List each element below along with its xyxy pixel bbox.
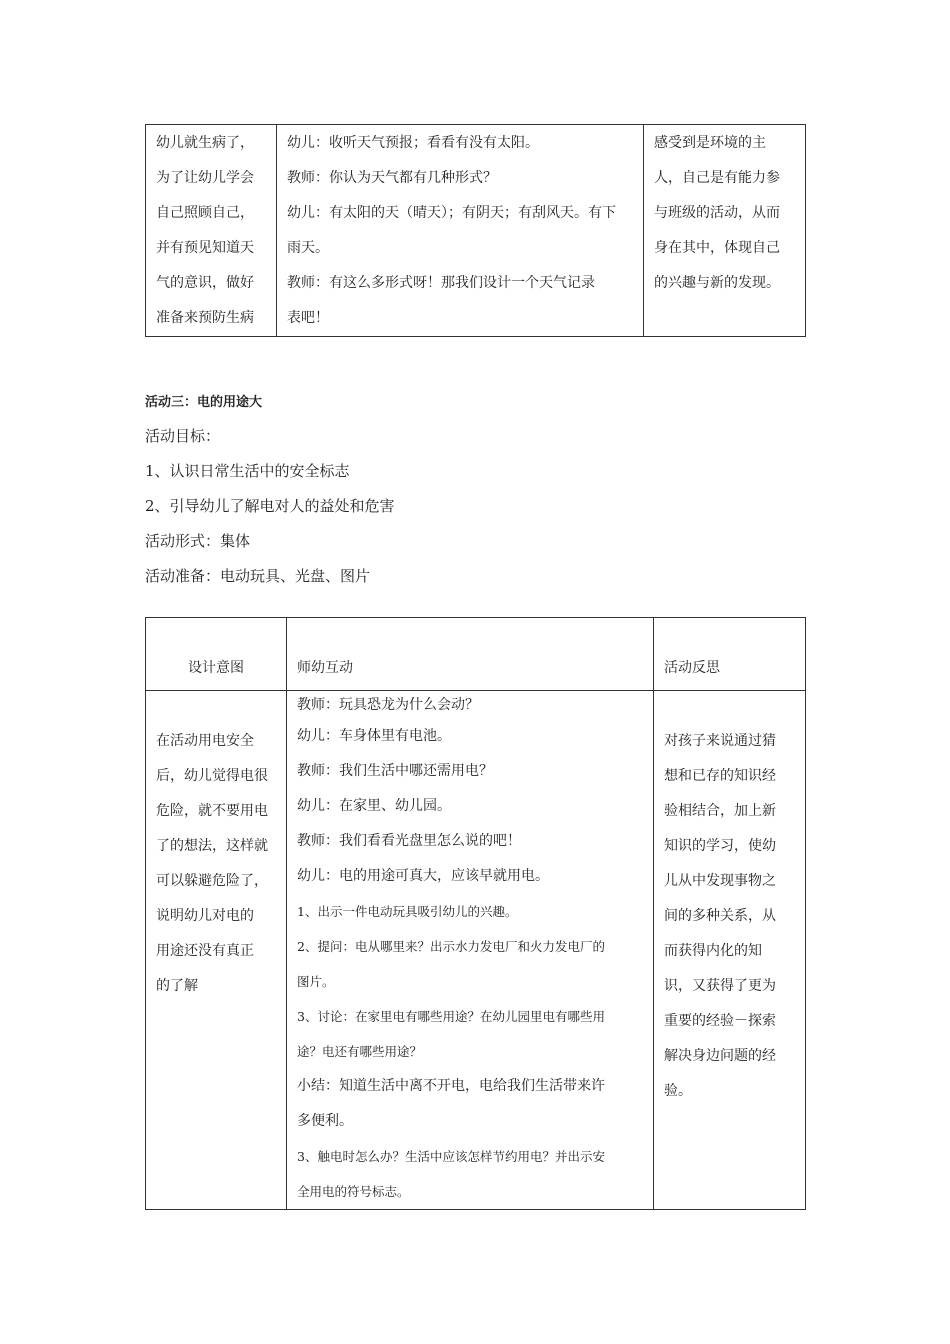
table-row [146, 125, 806, 337]
text-line: 图片。 [297, 974, 335, 989]
text-line: 而获得内化的知 [664, 943, 762, 959]
text-line: 教师：你认为天气都有几种形式？ [287, 170, 497, 186]
text-line: 自己照顾自己， [156, 205, 254, 221]
goal-item: 1、认识日常生活中的安全标志 [145, 462, 350, 480]
text-line: 准备来预防生病 [156, 310, 254, 326]
text-line: 幼儿：电的用途可真大，应该早就用电。 [297, 868, 549, 884]
text-line: 幼儿：收听天气预报；看看有没有太阳。 [287, 135, 539, 151]
text-line: 为了让幼儿学会 [156, 170, 254, 186]
header-interaction: 师幼互动 [287, 618, 654, 691]
text-line: 教师：玩具恐龙为什么会动？ [297, 697, 479, 713]
activity-three-section [145, 386, 395, 594]
text-line: 教师：有这么多形式呀！那我们设计一个天气记录 [287, 275, 595, 291]
design-intent-cell [146, 691, 287, 1210]
interaction-cell [277, 125, 644, 337]
header-design-intent: 设计意图 [146, 618, 287, 691]
weather-activity-table [145, 124, 806, 337]
text-line: 3、讨论：在家里电有哪些用途？在幼儿园里电有哪些用 [297, 1009, 605, 1024]
text-line: 间的多种关系，从 [664, 908, 776, 924]
design-intent-cell [146, 125, 277, 337]
interaction-cell [287, 691, 654, 1210]
text-line: 想和已存的知识经 [664, 768, 776, 784]
text-line: 可以躲避危险了， [156, 873, 268, 889]
text-line: 幼儿就生病了， [156, 135, 254, 151]
reflection-cell [644, 125, 806, 337]
goal-label: 活动目标： [145, 427, 221, 445]
activity-prep: 活动准备：电动玩具、光盘、图片 [145, 567, 371, 585]
text-line: 表吧！ [287, 310, 329, 326]
text-line: 人，自己是有能力参 [654, 170, 780, 186]
goal-item: 2、引导幼儿了解电对人的益处和危害 [145, 497, 395, 515]
text-line: 幼儿：在家里、幼儿园。 [297, 798, 451, 814]
text-line: 教师：我们生活中哪还需用电？ [297, 763, 493, 779]
activity-heading: 活动三：电的用途大 [145, 395, 263, 410]
text-line: 3、触电时怎么办？生活中应该怎样节约用电？并出示安 [297, 1149, 605, 1164]
text-line: 1、出示一件电动玩具吸引幼儿的兴趣。 [297, 904, 518, 919]
text-line: 与班级的活动，从而 [654, 205, 780, 221]
text-line: 全用电的符号标志。 [297, 1184, 410, 1199]
table-header-row [146, 618, 806, 691]
text-line: 身在其中，体现自己 [654, 240, 780, 256]
text-line: 后，幼儿觉得电很 [156, 768, 268, 784]
text-line: 在活动用电安全 [156, 733, 254, 749]
text-line: 小结：知道生活中离不开电，电给我们生活带来许 [297, 1078, 605, 1094]
text-line: 儿从中发现事物之 [664, 873, 776, 889]
text-line: 了的想法，这样就 [156, 838, 268, 854]
text-line: 教师：我们看看光盘里怎么说的吧！ [297, 833, 521, 849]
text-line: 说明幼儿对电的 [156, 908, 254, 924]
header-reflection: 活动反思 [654, 618, 806, 691]
text-line: 对孩子来说通过猜 [664, 733, 776, 749]
text-line: 气的意识，做好 [156, 275, 254, 291]
text-line: 验。 [664, 1083, 692, 1099]
text-line: 幼儿：有太阳的天（晴天）；有阴天；有刮风天。有下 [287, 205, 616, 221]
text-line: 的了解 [156, 978, 198, 994]
text-line: 用途还没有真正 [156, 943, 254, 959]
text-line: 并有预见知道天 [156, 240, 254, 256]
text-line: 幼儿：车身体里有电池。 [297, 728, 451, 744]
text-line: 重要的经验－探索 [664, 1013, 776, 1029]
text-line: 雨天。 [287, 240, 329, 256]
text-line: 途？电还有哪些用途？ [297, 1044, 423, 1059]
text-line: 知识的学习，使幼 [664, 838, 776, 854]
text-line: 危险，就不要用电 [156, 803, 268, 819]
text-line: 解决身边问题的经 [664, 1048, 776, 1064]
text-line: 验相结合，加上新 [664, 803, 776, 819]
table-row [146, 691, 806, 1210]
text-line: 识，又获得了更为 [664, 978, 776, 994]
electricity-activity-table [145, 617, 806, 1210]
text-line: 2、提问：电从哪里来？出示水力发电厂和火力发电厂的 [297, 939, 605, 954]
text-line: 感受到是环境的主 [654, 135, 766, 151]
reflection-cell [654, 691, 806, 1210]
activity-form: 活动形式：集体 [145, 532, 251, 550]
text-line: 的兴趣与新的发现。 [654, 275, 780, 291]
text-line: 多便利。 [297, 1113, 353, 1129]
